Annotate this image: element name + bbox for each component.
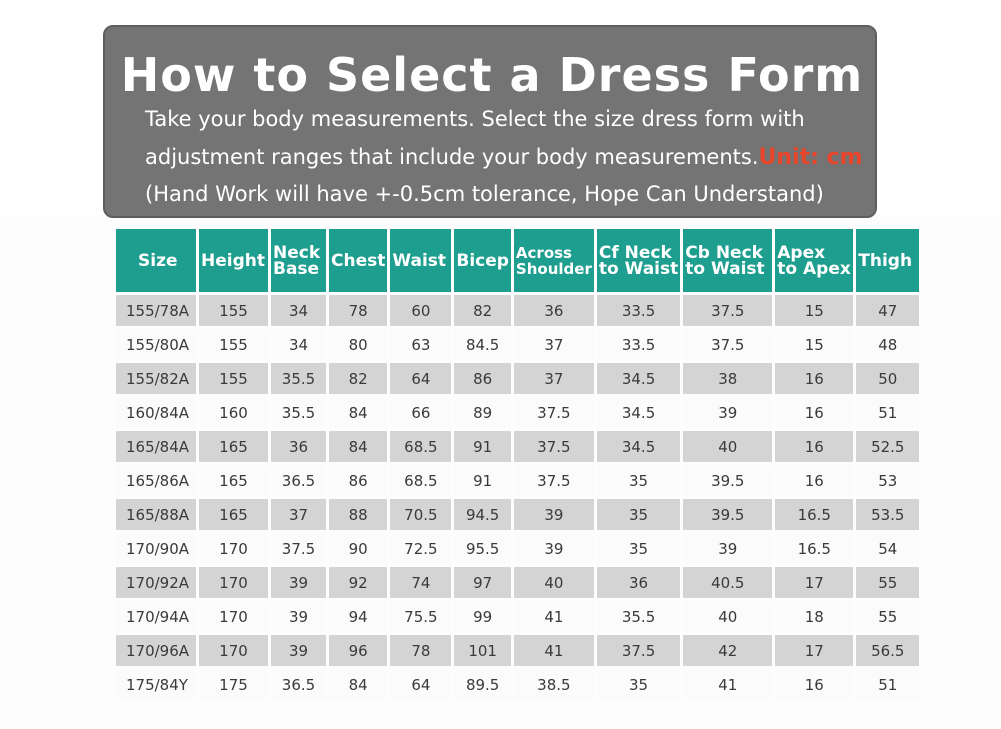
measurement-cell: 170 [199, 635, 268, 666]
measurement-cell: 36 [271, 431, 326, 462]
measurement-cell: 36 [597, 567, 680, 598]
column-header-line2: to Apex [777, 258, 851, 279]
measurement-cell: 39.5 [683, 465, 772, 496]
measurement-cell: 16.5 [775, 533, 853, 564]
banner-line-1: Take your body measurements. Select the size dress form with [145, 107, 805, 131]
measurement-cell: 48 [856, 329, 919, 360]
table-row [116, 431, 919, 462]
measurement-cell: 54 [856, 533, 919, 564]
measurement-cell: 41 [514, 601, 594, 632]
measurement-cell: 39 [271, 567, 326, 598]
measurement-cell: 64 [390, 669, 451, 700]
measurement-cell: 82 [454, 295, 511, 326]
measurement-cell: 41 [683, 669, 772, 700]
measurement-cell: 39 [271, 635, 326, 666]
column-header-line1: Chest [331, 250, 386, 271]
measurement-cell: 90 [329, 533, 387, 564]
column-header-line1: Neck [273, 242, 321, 263]
column-header [271, 229, 326, 292]
column-header-line2: to Waist [598, 258, 679, 279]
measurement-cell: 35.5 [597, 601, 680, 632]
column-header-line1: Size [138, 250, 178, 271]
table-row [116, 601, 919, 632]
measurement-cell: 160 [199, 397, 268, 428]
measurement-cell: 170 [199, 567, 268, 598]
column-header [775, 229, 853, 292]
measurement-cell: 74 [390, 567, 451, 598]
column-header-line1: Thigh [858, 250, 913, 271]
size-cell: 155/80A [116, 329, 196, 360]
measurement-cell: 170 [199, 601, 268, 632]
measurement-cell: 17 [775, 635, 853, 666]
table-row [116, 329, 919, 360]
column-header-line1: Cb Neck [685, 242, 763, 263]
measurement-cell: 35 [597, 669, 680, 700]
measurement-cell: 55 [856, 567, 919, 598]
measurement-cell: 88 [329, 499, 387, 530]
measurement-cell: 84 [329, 431, 387, 462]
measurement-cell: 78 [390, 635, 451, 666]
measurement-cell: 39 [683, 533, 772, 564]
measurement-cell: 72.5 [390, 533, 451, 564]
column-header-line1: Waist [392, 250, 447, 271]
measurement-cell: 155 [199, 329, 268, 360]
size-cell: 165/86A [116, 465, 196, 496]
size-cell: 170/90A [116, 533, 196, 564]
measurement-cell: 55 [856, 601, 919, 632]
measurement-cell: 84 [329, 669, 387, 700]
measurement-cell: 34 [271, 295, 326, 326]
table-header-row [116, 229, 919, 292]
measurement-cell: 70.5 [390, 499, 451, 530]
size-cell: 170/96A [116, 635, 196, 666]
measurement-cell: 94 [329, 601, 387, 632]
measurement-cell: 33.5 [597, 295, 680, 326]
size-cell: 160/84A [116, 397, 196, 428]
column-header-line1: Across [515, 243, 572, 262]
measurement-cell: 38 [683, 363, 772, 394]
banner-title: How to Select a Dress Form [120, 48, 864, 102]
measurement-cell: 35 [597, 465, 680, 496]
column-header [329, 229, 387, 292]
measurement-cell: 64 [390, 363, 451, 394]
measurement-cell: 51 [856, 669, 919, 700]
column-header-line1: Apex [777, 242, 826, 263]
measurement-cell: 170 [199, 533, 268, 564]
measurement-cell: 37.5 [597, 635, 680, 666]
measurement-cell: 40 [683, 431, 772, 462]
measurement-cell: 47 [856, 295, 919, 326]
measurement-cell: 155 [199, 295, 268, 326]
measurement-cell: 35 [597, 499, 680, 530]
column-header [390, 229, 451, 292]
size-cell: 165/88A [116, 499, 196, 530]
size-cell: 170/92A [116, 567, 196, 598]
measurement-cell: 35 [597, 533, 680, 564]
measurement-cell: 68.5 [390, 431, 451, 462]
measurement-cell: 37.5 [683, 329, 772, 360]
table-row [116, 635, 919, 666]
measurement-cell: 37.5 [271, 533, 326, 564]
measurement-cell: 96 [329, 635, 387, 666]
measurement-cell: 78 [329, 295, 387, 326]
column-header [116, 229, 196, 292]
measurement-cell: 37.5 [514, 431, 594, 462]
measurement-cell: 40.5 [683, 567, 772, 598]
size-cell: 155/82A [116, 363, 196, 394]
table-row [116, 567, 919, 598]
measurement-cell: 94.5 [454, 499, 511, 530]
size-cell: 165/84A [116, 431, 196, 462]
measurement-cell: 15 [775, 295, 853, 326]
measurement-cell: 36.5 [271, 669, 326, 700]
measurement-cell: 38.5 [514, 669, 594, 700]
measurement-cell: 16.5 [775, 499, 853, 530]
measurement-cell: 75.5 [390, 601, 451, 632]
measurement-cell: 16 [775, 669, 853, 700]
table-row [116, 533, 919, 564]
measurement-cell: 18 [775, 601, 853, 632]
size-cell: 170/94A [116, 601, 196, 632]
measurement-cell: 39 [271, 601, 326, 632]
column-header-line1: Cf Neck [598, 242, 672, 263]
measurement-cell: 40 [514, 567, 594, 598]
size-chart-table [113, 226, 922, 703]
measurement-cell: 80 [329, 329, 387, 360]
column-header-line2: Shoulder [515, 259, 592, 278]
measurement-cell: 99 [454, 601, 511, 632]
table-row [116, 363, 919, 394]
measurement-cell: 95.5 [454, 533, 511, 564]
column-header [683, 229, 772, 292]
measurement-cell: 34.5 [597, 363, 680, 394]
measurement-cell: 175 [199, 669, 268, 700]
measurement-cell: 39.5 [683, 499, 772, 530]
measurement-cell: 16 [775, 431, 853, 462]
measurement-cell: 84 [329, 397, 387, 428]
table-body [116, 295, 919, 700]
measurement-cell: 33.5 [597, 329, 680, 360]
measurement-cell: 86 [329, 465, 387, 496]
measurement-cell: 91 [454, 431, 511, 462]
measurement-cell: 36 [514, 295, 594, 326]
measurement-cell: 17 [775, 567, 853, 598]
measurement-cell: 37 [271, 499, 326, 530]
measurement-cell: 16 [775, 397, 853, 428]
measurement-cell: 89.5 [454, 669, 511, 700]
measurement-cell: 155 [199, 363, 268, 394]
measurement-cell: 165 [199, 499, 268, 530]
measurement-cell: 37 [514, 363, 594, 394]
measurement-cell: 36.5 [271, 465, 326, 496]
measurement-cell: 34.5 [597, 431, 680, 462]
measurement-cell: 35.5 [271, 363, 326, 394]
column-header-line1: Height [201, 250, 265, 271]
measurement-cell: 39 [683, 397, 772, 428]
measurement-cell: 63 [390, 329, 451, 360]
banner-line-2-text: adjustment ranges that include your body measurements. [145, 145, 759, 169]
size-cell: 175/84Y [116, 669, 196, 700]
measurement-cell: 37 [514, 329, 594, 360]
measurement-cell: 101 [454, 635, 511, 666]
measurement-cell: 41 [514, 635, 594, 666]
measurement-cell: 53 [856, 465, 919, 496]
measurement-cell: 82 [329, 363, 387, 394]
measurement-cell: 56.5 [856, 635, 919, 666]
measurement-cell: 89 [454, 397, 511, 428]
measurement-cell: 165 [199, 465, 268, 496]
measurement-cell: 34 [271, 329, 326, 360]
banner-line-3: (Hand Work will have +-0.5cm tolerance, Hope Can Understand) [145, 182, 824, 206]
table-row [116, 499, 919, 530]
measurement-cell: 165 [199, 431, 268, 462]
measurement-cell: 68.5 [390, 465, 451, 496]
unit-label: Unit: cm [758, 145, 863, 170]
table-row [116, 465, 919, 496]
measurement-cell: 51 [856, 397, 919, 428]
measurement-cell: 84.5 [454, 329, 511, 360]
measurement-cell: 92 [329, 567, 387, 598]
measurement-cell: 16 [775, 363, 853, 394]
measurement-cell: 52.5 [856, 431, 919, 462]
column-header [454, 229, 511, 292]
measurement-cell: 16 [775, 465, 853, 496]
measurement-cell: 42 [683, 635, 772, 666]
measurement-cell: 37.5 [683, 295, 772, 326]
measurement-cell: 35.5 [271, 397, 326, 428]
measurement-cell: 97 [454, 567, 511, 598]
table-row [116, 397, 919, 428]
measurement-cell: 66 [390, 397, 451, 428]
banner-line-2 [145, 142, 863, 173]
measurement-cell: 39 [514, 533, 594, 564]
size-cell: 155/78A [116, 295, 196, 326]
measurement-cell: 91 [454, 465, 511, 496]
measurement-cell: 50 [856, 363, 919, 394]
measurement-cell: 37.5 [514, 465, 594, 496]
table-row [116, 669, 919, 700]
measurement-cell: 15 [775, 329, 853, 360]
measurement-cell: 60 [390, 295, 451, 326]
column-header-line2: to Waist [685, 258, 765, 279]
column-header-line1: Bicep [456, 250, 509, 271]
measurement-cell: 39 [514, 499, 594, 530]
measurement-cell: 37.5 [514, 397, 594, 428]
column-header [856, 229, 919, 292]
column-header [597, 229, 680, 292]
column-header-line2: Base [273, 258, 320, 279]
measurement-cell: 34.5 [597, 397, 680, 428]
instruction-banner [103, 25, 877, 218]
table-row [116, 295, 919, 326]
column-header [514, 229, 594, 292]
measurement-cell: 40 [683, 601, 772, 632]
measurement-cell: 86 [454, 363, 511, 394]
column-header [199, 229, 268, 292]
measurement-cell: 53.5 [856, 499, 919, 530]
